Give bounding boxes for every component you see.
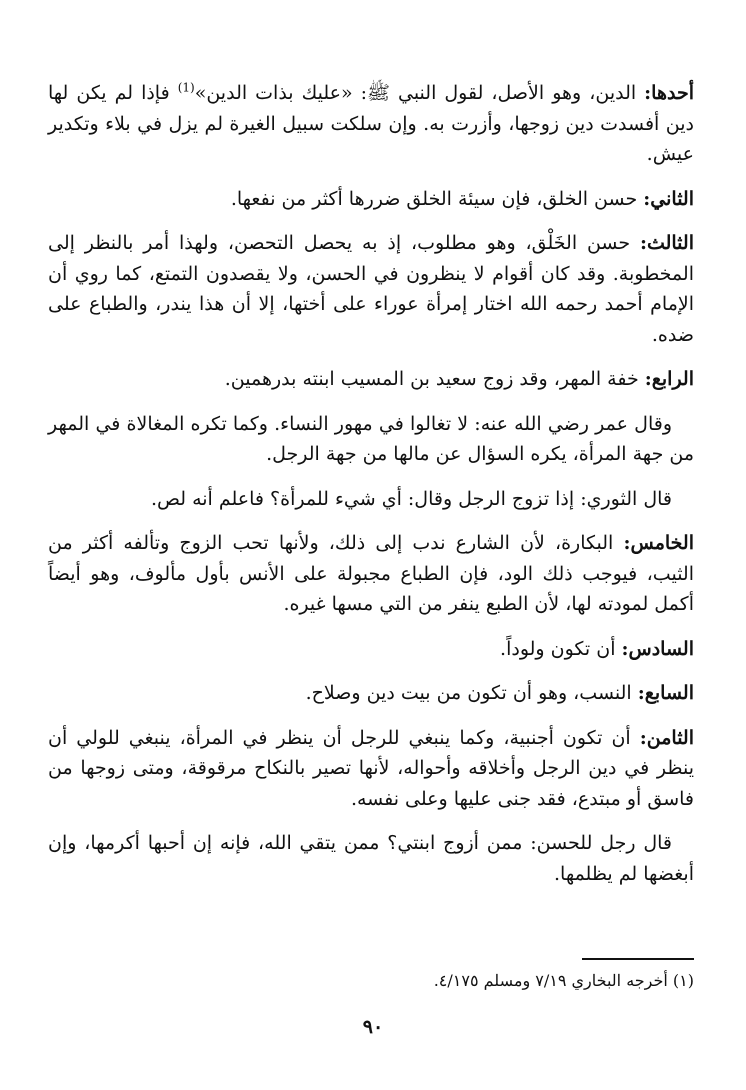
paragraph-text: قال الثوري: إذا تزوج الرجل وقال: أي شيء للمرأة؟ فاعلم أنه لص. [150, 487, 672, 510]
paragraph-lead: الخامس: [623, 532, 694, 554]
paragraph-text: فإذا لم يكن لها دين أفسدت دين زوجها، وأزرت به. وإن سلكت سبيل الغيرة لم يزل في بلاء وتكدير عيش. [48, 82, 694, 165]
paragraph-text: وقال عمر رضي الله عنه: لا تغالوا في مهور النساء. وكما تكره المغالاة في المهر من جهة المرأة، يكره السؤال عن مالها من جهة الرجل. [48, 412, 694, 465]
paragraph-text: قال رجل للحسن: ممن أزوج ابنتي؟ ممن يتقي الله، فإنه إن أحبها أكرمها، وإن أبغضها لم يظلمها. [48, 832, 694, 885]
paragraph-lead: الثاني: [643, 187, 694, 210]
paragraph-lead: السابع: [637, 682, 694, 704]
paragraph-lead: الرابع: [644, 368, 694, 390]
page-body [48, 78, 694, 903]
paragraph-text: النسب، وهو أن تكون من بيت دين وصلاح. [305, 682, 638, 704]
paragraph-third [48, 228, 694, 350]
paragraph-lead: السادس: [621, 637, 694, 660]
paragraph-text: أن تكون أجنبية، وكما ينبغي للرجل أن ينظر في المرأة، ينبغي للولي أن ينظر في دين الرجل وأخلاقه وأحواله، لأنها تصير بالنكاح مرقوقة، ومتى زوجها من فاسق أو مبتدع، فقد جنى عليها وعلى نفسه. [48, 726, 694, 810]
footnote-marker[interactable]: (1) [177, 80, 195, 95]
paragraph-text: حسن الخلق، فإن سيئة الخلق ضررها أكثر من نفعها. [230, 187, 644, 210]
paragraph-sixth [48, 634, 694, 665]
paragraph-text: الدين، وهو الأصل، لقول النبي ﷺ: «عليك بذات الدين» [194, 82, 645, 104]
paragraph-eighth [48, 723, 694, 815]
paragraph-text: خفة المهر، وقد زوج سعيد بن المسيب ابنته بدرهمين. [224, 368, 645, 390]
paragraph-fifth [48, 528, 694, 620]
paragraph-fourth [48, 364, 694, 395]
footnote-divider [582, 958, 694, 960]
paragraph-first [48, 78, 694, 170]
paragraph-lead: الثالث: [639, 232, 694, 254]
paragraph-seventh [48, 678, 694, 709]
paragraph-thawri [48, 484, 694, 515]
paragraph-text: البكارة، لأن الشارع ندب إلى ذلك، ولأنها تحب الزوج وتألفه أكثر من الثيب، فيوجب ذلك الود، فإن الطباع مجبولة على الأنس بأول مألوف، وهو أيضاً أكمل لمودته لها، لأن الطبع ينفر من التي مسها غيره. [48, 532, 694, 615]
paragraph-lead: أحدها: [644, 82, 694, 104]
paragraph-text: حسن الخَلْق، وهو مطلوب، إذ به يحصل التحصن، ولهذا أمر بالنظر إلى المخطوبة. وقد كان أقوام لا ينظرون في الحسن، ولا يقصدون التمتع، كما روي أن الإمام أحمد رحمه الله اختار إمرأة عوراء على أختها، إلا أن هذا يندر، والطباع على ضده. [48, 232, 694, 346]
paragraph-second [48, 184, 694, 215]
footnote: (١) أخرجه البخاري ٧/١٩ ومسلم ٤/١٧٥. [433, 971, 694, 990]
paragraph-umar [48, 409, 694, 470]
paragraph-text: أن تكون ولوداً. [500, 637, 622, 660]
paragraph-hasan [48, 828, 694, 889]
page-number: ٩٠ [362, 1016, 384, 1038]
paragraph-lead: الثامن: [639, 726, 694, 749]
